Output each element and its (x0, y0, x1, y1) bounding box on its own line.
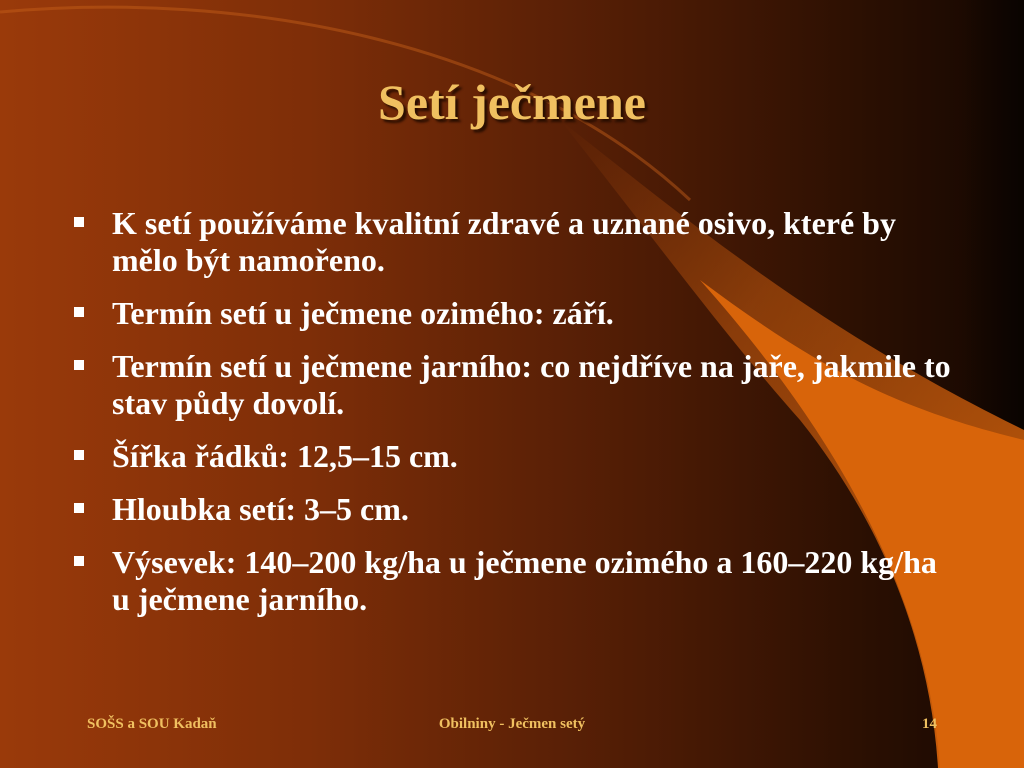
bullet-list (72, 205, 952, 634)
square-bullet-icon (74, 217, 84, 227)
bullet-item (72, 438, 952, 475)
bullet-text: Výsevek: 140–200 kg/ha u ječmene ozimého a 160–220 kg/ha u ječmene jarního. (112, 544, 937, 617)
square-bullet-icon (74, 450, 84, 460)
square-bullet-icon (74, 503, 84, 513)
footer-topic: Obilniny - Ječmen setý (438, 716, 586, 732)
slide-number: 14 (922, 716, 937, 732)
square-bullet-icon (74, 360, 84, 370)
bullet-item (72, 348, 952, 422)
bullet-item (72, 205, 952, 279)
bullet-text: Šířka řádků: 12,5–15 cm. (112, 438, 458, 474)
square-bullet-icon (74, 556, 84, 566)
footer-school: SOŠS a SOU Kadaň (87, 716, 217, 732)
slide-title: Setí ječmene (378, 74, 646, 130)
square-bullet-icon (74, 307, 84, 317)
bullet-item (72, 491, 952, 528)
bullet-item (72, 544, 952, 618)
bullet-item (72, 295, 952, 332)
bullet-text: Termín setí u ječmene jarního: co nejdříve na jaře, jakmile to stav půdy dovolí. (112, 348, 951, 421)
bullet-text: K setí používáme kvalitní zdravé a uznané osivo, které by mělo být namořeno. (112, 205, 896, 278)
bullet-text: Hloubka setí: 3–5 cm. (112, 491, 409, 527)
bullet-text: Termín setí u ječmene ozimého: září. (112, 295, 614, 331)
